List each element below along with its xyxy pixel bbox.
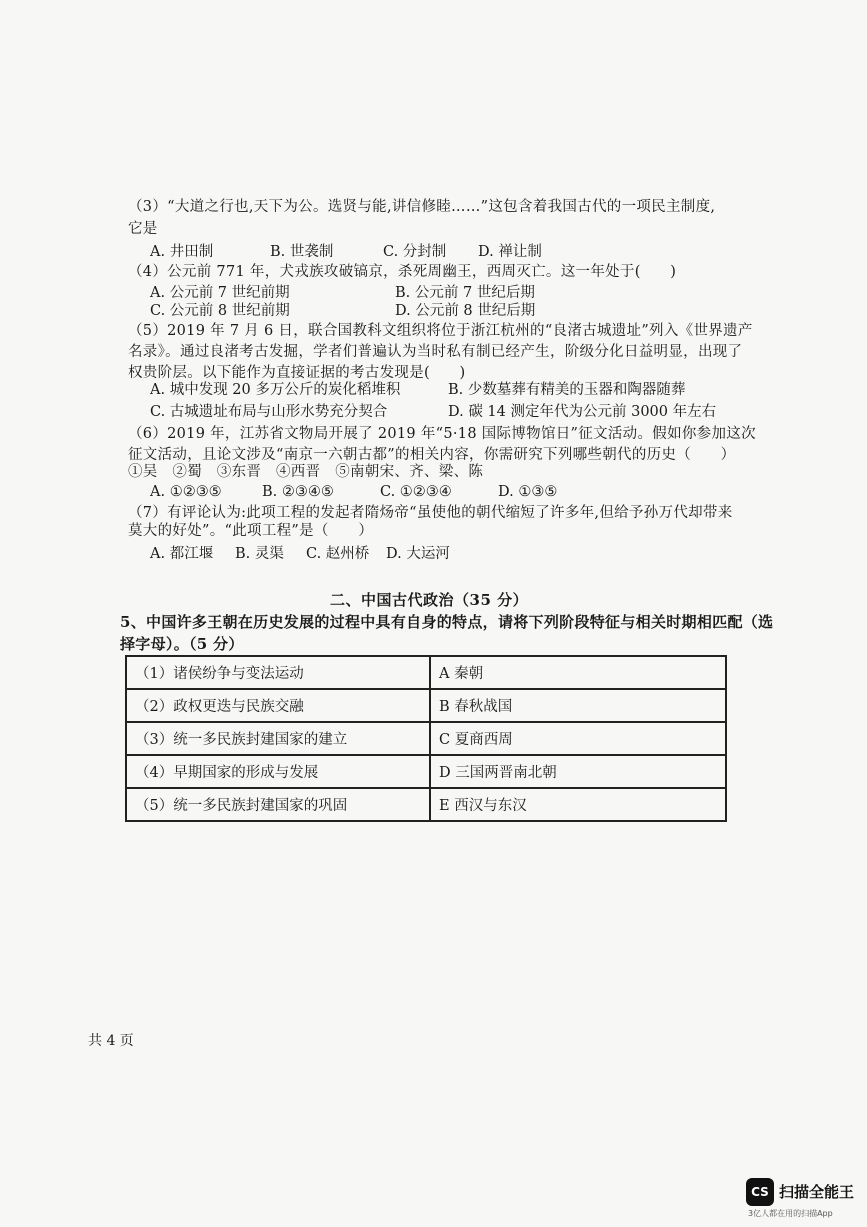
q6-option-a: A. ①②③⑤ bbox=[150, 484, 222, 500]
q7-option-c: C. 赵州桥 bbox=[306, 546, 370, 562]
q3-option-a: A. 井田制 bbox=[150, 244, 214, 260]
q5sub-stem-line2: 名录》。通过良渚考古发掘，学者们普遍认为当时私有制已经产生，阶级分化日益明显，出现了 bbox=[128, 344, 743, 360]
q3-stem-line1: （3）“大道之行也,天下为公。选贤与能,讲信修睦……”这包含着我国古代的一项民主制度, bbox=[128, 199, 716, 215]
q5-stem-line2: 择字母）。（5 分） bbox=[120, 635, 244, 653]
table-cell-feature: （2）政权更迭与民族交融 bbox=[126, 689, 430, 722]
q4-option-d: D. 公元前 8 世纪后期 bbox=[395, 303, 536, 319]
q6-stem-line1: （6）2019 年，江苏省文物局开展了 2019 年“5·18 国际博物馆日”征文活动。假如你参加这次 bbox=[128, 426, 756, 442]
table-cell-period: A 秦朝 bbox=[430, 656, 726, 689]
table-cell-period: B 春秋战国 bbox=[430, 689, 726, 722]
q3-option-d: D. 禅让制 bbox=[478, 244, 542, 260]
q7-option-a: A. 都江堰 bbox=[150, 546, 214, 562]
q7-option-b: B. 灵渠 bbox=[235, 546, 284, 562]
q7-stem-line1: （7）有评论认为:此项工程的发起者隋炀帝“虽使他的朝代缩短了许多年,但给予孙万代却带来 bbox=[128, 505, 733, 521]
table-row bbox=[126, 656, 726, 689]
q6-option-c: C. ①②③④ bbox=[380, 484, 452, 500]
q6-stem-line2: 征文活动，且论文涉及“南京一六朝古都”的相关内容，你需研究下列哪些朝代的历史（ ） bbox=[128, 447, 736, 463]
q4-option-b: B. 公元前 7 世纪后期 bbox=[395, 285, 535, 301]
page-count: 共 4 页 bbox=[88, 1033, 134, 1049]
section-heading: 二、中国古代政治（35 分） bbox=[330, 591, 529, 609]
q3-stem-line2: 它是 bbox=[128, 221, 158, 237]
q6-option-b: B. ②③④⑤ bbox=[262, 484, 334, 500]
table-cell-period: E 西汉与东汉 bbox=[430, 788, 726, 821]
q6-option-d: D. ①③⑤ bbox=[498, 484, 558, 500]
q4-stem: （4）公元前 771 年，犬戎族攻破镐京，杀死周幽王，西周灭亡。这一年处于( ) bbox=[128, 264, 677, 280]
q7-stem-line2: 莫大的好处”。“此项工程”是（ ） bbox=[128, 523, 374, 539]
q5sub-option-b: B. 少数墓葬有精美的玉器和陶器随葬 bbox=[448, 382, 686, 398]
table-cell-feature: （4）早期国家的形成与发展 bbox=[126, 755, 430, 788]
q3-option-c: C. 分封制 bbox=[383, 244, 447, 260]
table-cell-period: C 夏商西周 bbox=[430, 722, 726, 755]
table-row bbox=[126, 788, 726, 821]
table-row bbox=[126, 722, 726, 755]
q7-option-d: D. 大运河 bbox=[386, 546, 450, 562]
camscanner-logo-icon: CS bbox=[746, 1178, 774, 1206]
q5sub-option-a: A. 城中发现 20 多万公斤的炭化稻堆积 bbox=[150, 382, 401, 398]
q3-option-b: B. 世袭制 bbox=[270, 244, 334, 260]
table-cell-period: D 三国两晋南北朝 bbox=[430, 755, 726, 788]
table-cell-feature: （3）统一多民族封建国家的建立 bbox=[126, 722, 430, 755]
scanner-watermark bbox=[744, 1175, 866, 1223]
table-cell-feature: （1）诸侯纷争与变法运动 bbox=[126, 656, 430, 689]
table-cell-feature: （5）统一多民族封建国家的巩固 bbox=[126, 788, 430, 821]
q4-option-c: C. 公元前 8 世纪前期 bbox=[150, 303, 290, 319]
q5sub-option-c: C. 古城遗址布局与山形水势充分契合 bbox=[150, 404, 388, 420]
watermark-tagline: 3亿人都在用的扫描App bbox=[748, 1209, 833, 1218]
matching-table bbox=[125, 655, 727, 822]
q5sub-option-d: D. 碳 14 测定年代为公元前 3000 年左右 bbox=[448, 404, 717, 420]
q4-option-a: A. 公元前 7 世纪前期 bbox=[150, 285, 290, 301]
q6-stem-line3: ①吴 ②蜀 ③东晋 ④西晋 ⑤南朝宋、齐、梁、陈 bbox=[128, 464, 484, 480]
table-row bbox=[126, 755, 726, 788]
watermark-name: 扫描全能王 bbox=[779, 1183, 855, 1201]
q5sub-stem-line1: （5）2019 年 7 月 6 日，联合国教科文组织将位于浙江杭州的“良渚古城遗址”列入《世界遗产 bbox=[128, 323, 753, 339]
q5-stem-line1: 5、中国许多王朝在历史发展的过程中具有自身的特点，请将下列阶段特征与相关时期相匹配（选 bbox=[120, 613, 774, 631]
q5sub-stem-line3: 权贵阶层。以下能作为直接证据的考古发现是( ) bbox=[128, 365, 466, 381]
table-row bbox=[126, 689, 726, 722]
